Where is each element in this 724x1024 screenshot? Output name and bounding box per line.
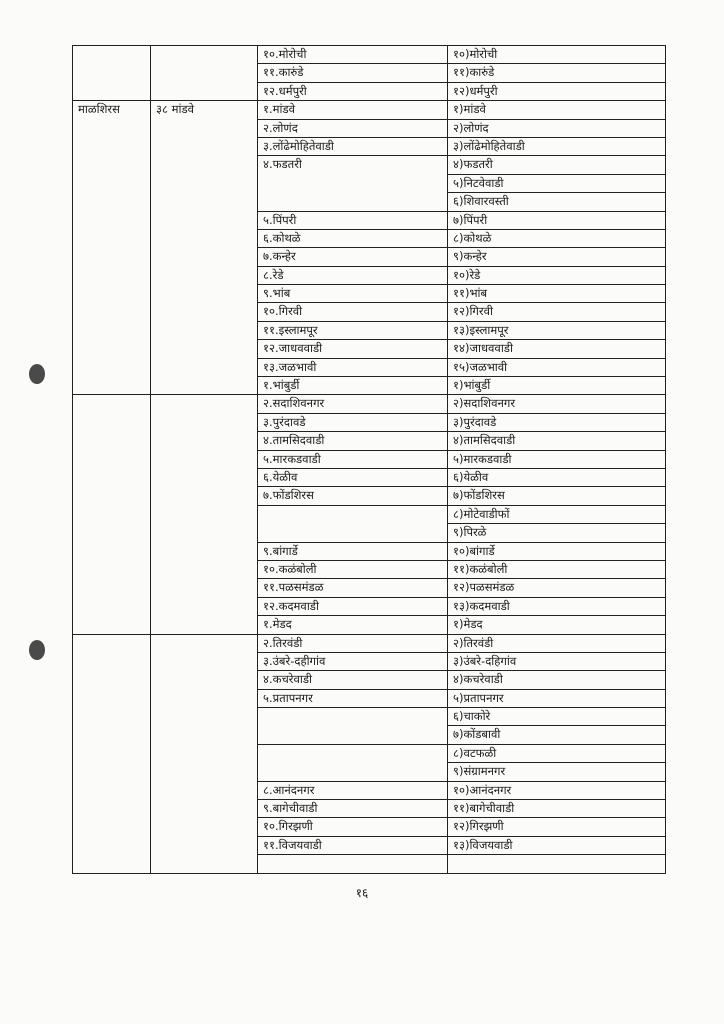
new-village-cell: १०)बांगार्डे bbox=[448, 542, 666, 560]
new-village-cell: ७)फोंडशिरस bbox=[448, 487, 666, 505]
old-village-cell: ५.प्रतापनगर bbox=[258, 689, 448, 707]
new-village-cell: १२)गिरझणी bbox=[448, 818, 666, 836]
group-cell: ३८ मांडवे bbox=[151, 101, 258, 395]
new-village-cell: २)लोणंद bbox=[448, 119, 666, 137]
new-village-cell: १२)धर्मपुरी bbox=[448, 82, 666, 100]
old-village-cell: ८.आनंदनगर bbox=[258, 781, 448, 799]
old-village-cell: १.मेडद bbox=[258, 616, 448, 634]
old-village-cell: ११.पळसमंडळ bbox=[258, 579, 448, 597]
group-cell bbox=[151, 395, 258, 634]
taluka-cell: माळशिरस bbox=[73, 101, 151, 395]
new-village-cell: १०)रेडे bbox=[448, 266, 666, 284]
new-village-cell: १)मेडद bbox=[448, 616, 666, 634]
new-village-cell: १३)विजयवाडी bbox=[448, 836, 666, 854]
new-village-cell: ८)वटफळी bbox=[448, 744, 666, 762]
new-village-cell: ६)शिवारवस्ती bbox=[448, 193, 666, 211]
page-number: १६ bbox=[355, 886, 369, 900]
taluka-cell bbox=[73, 634, 151, 873]
new-village-cell: ९)संग्रामनगर bbox=[448, 763, 666, 781]
old-village-cell: ५.मारकडवाडी bbox=[258, 450, 448, 468]
new-village-cell: ४)कचरेवाडी bbox=[448, 671, 666, 689]
group-cell bbox=[151, 634, 258, 873]
old-village-cell: १२.धर्मपुरी bbox=[258, 82, 448, 100]
punch-hole bbox=[29, 640, 45, 660]
old-village-cell: ३.पुरंदावडे bbox=[258, 413, 448, 431]
new-village-cell: ६)चाकोरे bbox=[448, 708, 666, 726]
new-village-cell: ८)मोटेवाडीफों bbox=[448, 505, 666, 523]
old-village-cell: १०.कळंबोली bbox=[258, 560, 448, 578]
old-village-cell: ११.कारुंडे bbox=[258, 64, 448, 82]
old-village-cell: ३.उंबरे-दहीगांव bbox=[258, 652, 448, 670]
new-village-cell: ९)पिरळे bbox=[448, 524, 666, 542]
group-cell bbox=[151, 46, 258, 101]
new-village-cell: ५)मारकडवाडी bbox=[448, 450, 666, 468]
table-row bbox=[73, 46, 666, 64]
new-village-cell: ७)पिंपरी bbox=[448, 211, 666, 229]
old-village-cell bbox=[258, 708, 448, 745]
new-village-cell: ८)कोथळे bbox=[448, 229, 666, 247]
new-village-cell: १२)गिरवी bbox=[448, 303, 666, 321]
new-village-cell: २)तिरवंडी bbox=[448, 634, 666, 652]
table-row bbox=[73, 395, 666, 413]
new-village-cell: ३)लोंढेमोहितेवाडी bbox=[448, 137, 666, 155]
old-village-cell: ५.पिंपरी bbox=[258, 211, 448, 229]
new-village-cell bbox=[448, 855, 666, 873]
new-village-cell: ४)तामसिदवाडी bbox=[448, 432, 666, 450]
new-village-cell: १२)पळसमंडळ bbox=[448, 579, 666, 597]
old-village-cell: १०.गिरझणी bbox=[258, 818, 448, 836]
old-village-cell: २.तिरवंडी bbox=[258, 634, 448, 652]
table-row bbox=[73, 634, 666, 652]
old-village-cell: १.मांडवे bbox=[258, 101, 448, 119]
old-village-cell: ७.कन्हेर bbox=[258, 248, 448, 266]
new-village-cell: १५)जळभावी bbox=[448, 358, 666, 376]
old-village-cell: २.लोणंद bbox=[258, 119, 448, 137]
taluka-cell bbox=[73, 395, 151, 634]
new-village-cell: २)सदाशिवनगर bbox=[448, 395, 666, 413]
old-village-cell bbox=[258, 505, 448, 542]
new-village-cell: १०)आनंदनगर bbox=[448, 781, 666, 799]
new-village-cell: ३)पुरंदावडे bbox=[448, 413, 666, 431]
new-village-cell: ११)बागेचीवाडी bbox=[448, 800, 666, 818]
old-village-cell: ११.विजयवाडी bbox=[258, 836, 448, 854]
new-village-cell: ७)कोंडबावी bbox=[448, 726, 666, 744]
new-village-cell: ६)येळीव bbox=[448, 468, 666, 486]
old-village-cell: ६.येळीव bbox=[258, 468, 448, 486]
punch-hole bbox=[29, 364, 45, 384]
old-village-cell: १०.मोरोची bbox=[258, 46, 448, 64]
old-village-cell: १३.जळभावी bbox=[258, 358, 448, 376]
new-village-cell: ५)निटवेवाडी bbox=[448, 174, 666, 192]
old-village-cell: १०.गिरवी bbox=[258, 303, 448, 321]
old-village-cell: ४.तामसिदवाडी bbox=[258, 432, 448, 450]
new-village-cell: ३)उंबरे-दहिगांव bbox=[448, 652, 666, 670]
old-village-cell bbox=[258, 855, 448, 873]
new-village-cell: ११)कळंबोली bbox=[448, 560, 666, 578]
old-village-cell: ९.बागेचीवाडी bbox=[258, 800, 448, 818]
new-village-cell: १०)मोरोची bbox=[448, 46, 666, 64]
old-village-cell: १.भांबुर्डी bbox=[258, 377, 448, 395]
village-table bbox=[72, 45, 666, 874]
old-village-cell: ९.भांब bbox=[258, 285, 448, 303]
old-village-cell: ६.कोथळे bbox=[258, 229, 448, 247]
old-village-cell: ११.इस्लामपूर bbox=[258, 321, 448, 339]
new-village-cell: १३)इस्लामपूर bbox=[448, 321, 666, 339]
old-village-cell: ४.कचरेवाडी bbox=[258, 671, 448, 689]
new-village-cell: ९)कन्हेर bbox=[448, 248, 666, 266]
old-village-cell: ९.बांगार्डे bbox=[258, 542, 448, 560]
new-village-cell: १३)कदमवाडी bbox=[448, 597, 666, 615]
old-village-cell: ७.फोंडशिरस bbox=[258, 487, 448, 505]
old-village-cell: ४.फडतरी bbox=[258, 156, 448, 211]
new-village-cell: ४)फडतरी bbox=[448, 156, 666, 174]
taluka-cell bbox=[73, 46, 151, 101]
old-village-cell: १२.कदमवाडी bbox=[258, 597, 448, 615]
new-village-cell: ११)भांब bbox=[448, 285, 666, 303]
new-village-cell: ५)प्रतापनगर bbox=[448, 689, 666, 707]
old-village-cell: २.सदाशिवनगर bbox=[258, 395, 448, 413]
new-village-cell: १४)जाधववाडी bbox=[448, 340, 666, 358]
old-village-cell: ८.रेडे bbox=[258, 266, 448, 284]
old-village-cell bbox=[258, 744, 448, 781]
table-row bbox=[73, 101, 666, 119]
new-village-cell: १)भांबुर्डी bbox=[448, 377, 666, 395]
new-village-cell: ११)कारुंडे bbox=[448, 64, 666, 82]
old-village-cell: १२.जाधववाडी bbox=[258, 340, 448, 358]
new-village-cell: १)मांडवे bbox=[448, 101, 666, 119]
old-village-cell: ३.लोंढेमोहितेवाडी bbox=[258, 137, 448, 155]
